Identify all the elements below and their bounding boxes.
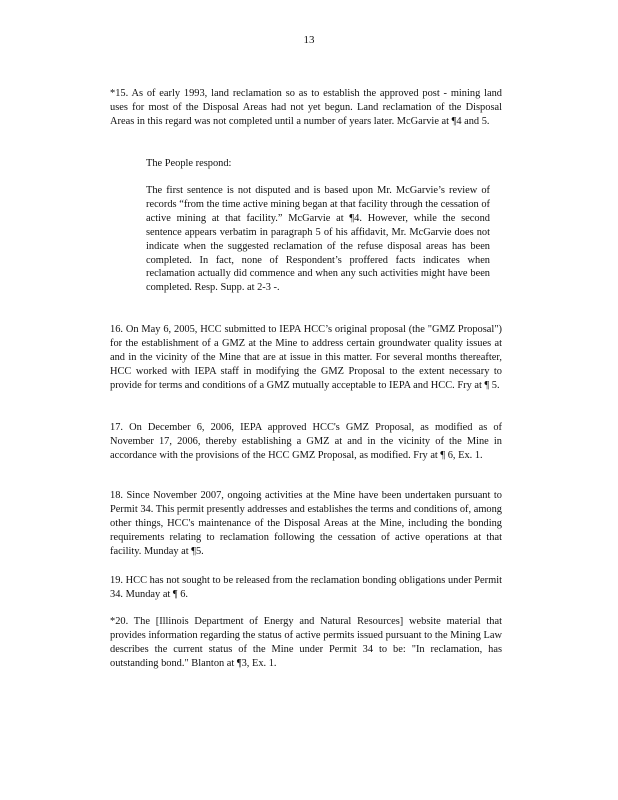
page-number: 13 xyxy=(303,34,315,46)
paragraph-19: 19. HCC has not sought to be released from the reclamation bonding obligations under Permit 34. Munday at ¶ 6. xyxy=(110,575,502,600)
paragraph-17: 17. On December 6, 2006, IEPA approved HCC's GMZ Proposal, as modified as of November 17, 2006, thereby establishing a GMZ at and in the vicinity of the Mine in accordance with the provisions of the HCC GMZ Proposal, as modified. Fry at ¶ 6, Ex. 1. xyxy=(110,422,502,461)
paragraph-16: 16. On May 6, 2005, HCC submitted to IEPA HCC’s original proposal (the "GMZ Proposal") for the establishment of a GMZ at the Mine to address certain groundwater quality issues at and in the vicinity of the Mine that are at issue in this matter. For several months thereafter, HCC worked with IEPA staff in modifying the GMZ Proposal to the extent necessary to provide for terms and conditions of a GMZ mutually acceptable to IEPA and HCC. Fry at ¶ 5. xyxy=(110,324,502,391)
paragraph-15: *15. As of early 1993, land reclamation so as to establish the approved post - mining land uses for most of the Disposal Areas had not yet begun. Land reclamation of the Disposal Areas in this regard was not completed until a number of years later. McGarvie at ¶4 and 5. xyxy=(110,88,502,127)
paragraph-20: *20. The [Illinois Department of Energy and Natural Resources] website material that provides information regarding the status of active permits issued pursuant to the Mining Law describes the current status of the Mine under Permit 34 to be: "In reclamation, has outstanding bond." Blanton at ¶3, Ex. 1. xyxy=(110,616,502,669)
response-paragraph-15: The first sentence is not disputed and is based upon Mr. McGarvie’s review of records “from the time active mining began at that facility through the cessation of active mining at that facility.” McGarvie at ¶4. However, while the second sentence appears verbatim in paragraph 5 of his affidavit, Mr. McGarvie does not indicate when the suggested reclamation of the refuse disposal areas has been completed. In fact, none of Respondent’s proffered facts indicates when reclamation actually did commence and when any such activities might have been completed. Resp. Supp. at 2-3 -. xyxy=(146,185,490,294)
response-intro: The People respond: xyxy=(146,158,232,169)
paragraph-18: 18. Since November 2007, ongoing activities at the Mine have been undertaken pursuant to Permit 34. This permit presently addresses and establishes the terms and conditions of, among other things, HCC's maintenance of the Disposal Areas at the Mine, including the bonding requirements relating to reclamation following the cessation of active operations at that facility. Munday at ¶5. xyxy=(110,490,502,557)
